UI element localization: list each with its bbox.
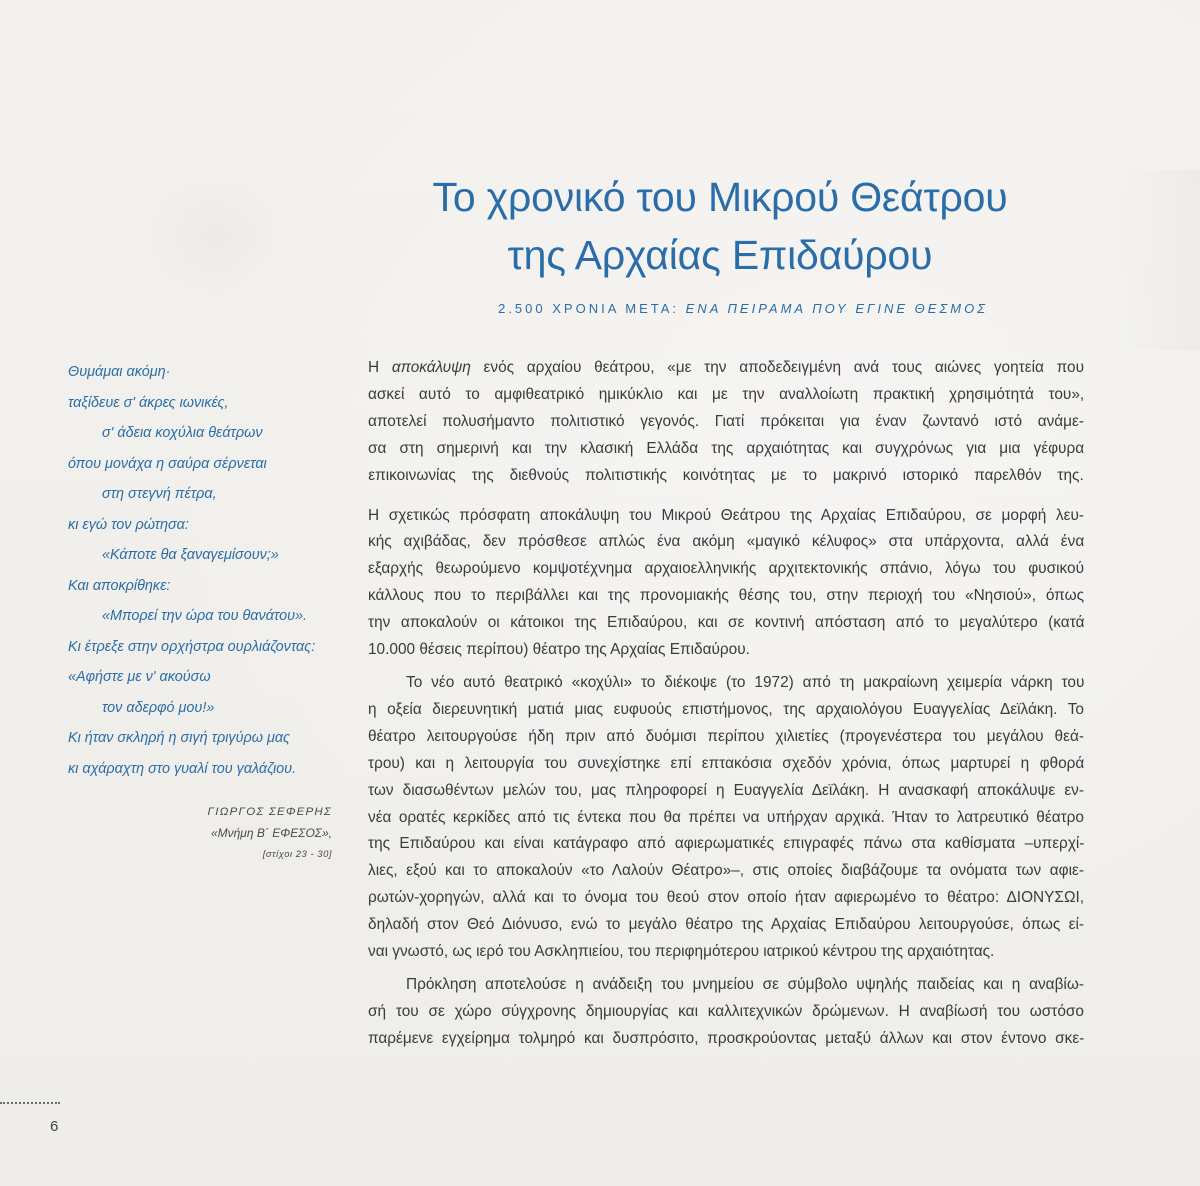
paragraph-line: η οξεία διερευνητική ματιά μιας ευφυούς επιστήμονος, της αρχαιολόγου Ευαγγελίας Δεϊλάκη. Το xyxy=(368,700,1084,718)
paragraph-line: λιες, εξού και το αποκαλούν «το Λαλούν Θέατρο»–, στις οποίες διαβάζουμε τα ονόματα των αφιε- xyxy=(368,862,1084,880)
paragraph-4 xyxy=(368,972,1084,1053)
emphasis-text: αποκάλυψη xyxy=(391,359,471,376)
paragraph-line: σή του σε χώρο σύγχρονης δημιουργίας και καλλιτεχνικών δρώμενων. Η αναβίωσή του ωστόσο xyxy=(368,1002,1084,1020)
text-run: ενός αρχαίου θεάτρου, «με την αποδεδειγμένη ανά τους αιώνες γοητεία που xyxy=(470,359,1084,376)
paragraph-line: θέατρο λειτουργούσε ήδη πριν από δυόμισι περίπου χιλιετίες (προγενέστερα του μεγάλου θεά- xyxy=(368,727,1084,745)
paragraph-line: Το νέο αυτό θεατρικό «κοχύλι» το διέκοψε (το 1972) από τη μακραίωνη χειμερία νάρκη του xyxy=(406,673,1085,691)
poem-line: Κι ήταν σκληρή η σιγή τριγύρω μας xyxy=(68,730,291,746)
paragraph-line: παρέμενε εγχείρημα τολμηρό και δυσπρόσιτο, προσκρούοντας μεταξύ άλλων και στον έντονο σκε- xyxy=(368,1029,1085,1047)
paragraph-line: επικοινωνίας της διεθνούς πολιτιστικής κοινότητας με το μακρινό ιστορικό παρελθόν της. xyxy=(368,466,1084,484)
paragraph-1 xyxy=(368,355,1084,490)
poem-line: κι αχάραχτη στο γυαλί του γαλάζιου. xyxy=(68,760,297,777)
paragraph-line: 10.000 θέσεις περίπου) θέατρο της Αρχαίας Επιδαύρου. xyxy=(368,641,750,659)
poem-line: «Κάποτε θα ξαναγεμίσουν;» xyxy=(102,547,279,563)
bleed-through-shadow-left xyxy=(140,170,290,300)
paragraph-line: αποτελεί πολυσήμαντο πολιτιστικό γεγονός. Γιατί πρόκειται για έναν ζωντανό ιστό ανάμε- xyxy=(368,412,1085,430)
page-subtitle xyxy=(360,301,988,316)
poem-line: τον αδερφό μου!» xyxy=(102,699,215,716)
poem-line: Κι έτρεξε στην ορχήστρα ουρλιάζοντας: xyxy=(68,638,316,655)
title-line-2: της Αρχαίας Επιδαύρου xyxy=(507,232,933,278)
paragraph-line: ναι γνωστό, ως ιερό του Ασκληπιείου, του περιφημότερου ιατρικού κέντρου της αρχαιότητας. xyxy=(368,943,995,961)
paragraph-line: της Επιδαύρου και είναι κατάγραφο από αφιερωματικές επιγραφές πάνω στα καθίσματα –υπερχί- xyxy=(368,835,1085,853)
paragraph-line: δηλαδή στον Θεό Διόνυσο, ενώ το μεγάλο θέατρο της Αρχαίας Επιδαύρου λειτουργούσε, όπως εί- xyxy=(368,916,1085,934)
page-title xyxy=(360,168,1080,284)
paragraph-line xyxy=(368,355,1084,382)
article-body xyxy=(368,355,1084,1053)
paragraph-line: τρου) και η λειτουργία του συνεχίστηκε επί επτακόσια σχεδόν χρόνια, όπως μαρτυρεί η φθορά xyxy=(368,754,1085,772)
poem-author: ΓΙΩΡΓΟΣ ΣΕΦΕΡΗΣ xyxy=(207,806,332,818)
paragraph-3 xyxy=(368,670,1084,966)
poem-line: όπου μονάχα η σαύρα σέρνεται xyxy=(68,455,267,472)
poem-line: «Αφήστε με ν' ακούσω xyxy=(68,669,211,685)
paragraph-line: Η σχετικώς πρόσφατη αποκάλυψη του Μικρού Θεάτρου της Αρχαίας Επιδαύρου, σε μορφή λευ- xyxy=(368,506,1084,524)
poem-line: «Μπορεί την ώρα του θανάτου». xyxy=(102,608,308,624)
paragraph-line: κάλλους που το περιβάλλει και της προνομιακής θέσης του, στην περιοχή του «Νησιού», όπως xyxy=(368,587,1084,605)
paragraph-line: κής αχιβάδας, δεν πρόσθεσε απλώς ένα ακόμη «μαγικό κέλυφος» στα υπάρχοντα, αλλά ένα xyxy=(368,533,1085,551)
paragraph-line: σα στη σημερινή και την κλασική Ελλάδα της αρχαιότητας και συγχρόνως για μια γέφυρα xyxy=(368,439,1085,457)
paragraph-line: νέα ορατές κερκίδες από τις έντεκα που θα πρέπει να υπήρχαν αρχικά. Ήταν το λατρευτικό θέατρο xyxy=(368,808,1084,826)
paragraph-line: ασκεί αυτό το αμφιθεατρικό ημικύκλιο και με την αναλλοίωτη πρακτική χρησιμότητά του», xyxy=(368,385,1085,403)
subtitle-lead: 2.500 ΧΡΟΝΙΑ ΜΕΤΑ: xyxy=(498,301,680,316)
paragraph-line: εξαρχής θεωρούμενο κομψοτέχνημα αρχαιοελληνικής αρχιτεκτονικής σπάνιο, λόγω του φυσικού xyxy=(368,560,1084,578)
bleed-through-shadow xyxy=(1110,170,1200,350)
text-run: Η xyxy=(368,359,392,376)
poem-line: κι εγώ τον ρώτησα: xyxy=(68,516,189,533)
poem-line: στη στεγνή πέτρα, xyxy=(102,486,217,502)
poem-excerpt xyxy=(68,357,358,784)
footer-dotted-rule xyxy=(0,1102,60,1104)
poem-line: σ' άδεια κοχύλια θεάτρων xyxy=(102,425,263,441)
page-number: 6 xyxy=(50,1118,59,1135)
title-line-1: Το χρονικό του Μικρού Θεάτρου xyxy=(432,174,1008,220)
poem-attribution xyxy=(208,802,333,865)
paragraph-2 xyxy=(368,503,1084,664)
paragraph-line: ρωτών-χορηγών, αλλά και το όνομα του θεού στον οποίο ήταν αφιερωμένο το θέατρο: ΔΙΟΝΥΣΩΙ, xyxy=(368,889,1084,907)
paragraph-line: των διασωθέντων μελών του, μας πληροφορεί η Ευαγγελία Δεϊλάκη. Η ανασκαφή αποκάλυψε εν- xyxy=(368,781,1084,799)
poem-work: «Μνήμη Β΄ ΕΦΕΣΟΣ», xyxy=(210,826,332,840)
paragraph-line: την αποκαλούν οι κάτοικοι της Επιδαύρου, και σε κοντινή απόσταση από το μεγαλύτερο (κατά xyxy=(368,614,1085,632)
poem-verses: [στίχοι 23 - 30] xyxy=(262,849,332,860)
poem-line: Θυμάμαι ακόμη· xyxy=(68,364,171,380)
subtitle-emphasis: ΕΝΑ ΠΕΙΡΑΜΑ ΠΟΥ ΕΓΙΝΕ ΘΕΣΜΟΣ xyxy=(685,301,988,316)
poem-line: ταξίδευε σ' άκρες ιωνικές, xyxy=(68,394,229,411)
poem-line: Και αποκρίθηκε: xyxy=(68,577,171,594)
paragraph-line: Πρόκληση αποτελούσε η ανάδειξη του μνημείου σε σύμβολο υψηλής παιδείας και η αναβίω- xyxy=(406,975,1084,993)
